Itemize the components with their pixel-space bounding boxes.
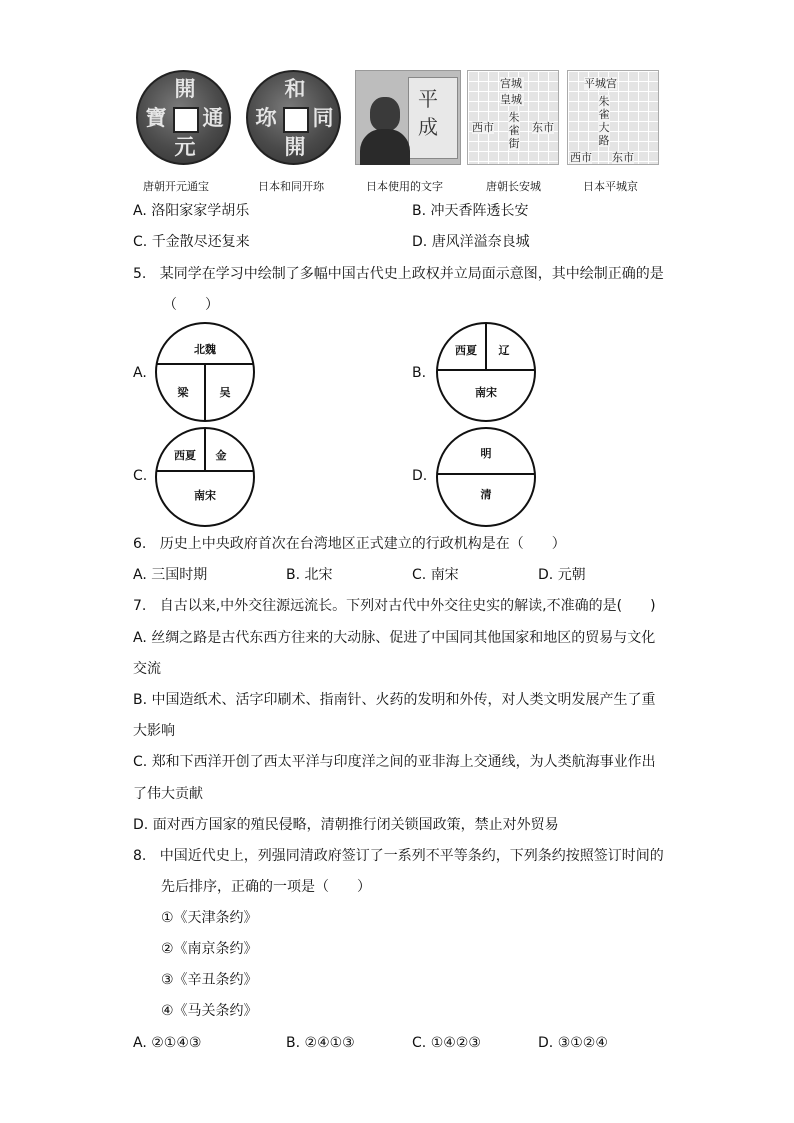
q6-option-a: A. 三国时期: [133, 567, 208, 583]
q7-option-b: B. 中国造纸术、活字印刷术、指南针、火药的发明和外传，对人类文明发展产生了重: [133, 692, 656, 708]
q7-option-c: C. 郑和下西洋开创了西太平洋与印度洋之间的亚非海上交通线，为人类航海事业作出: [133, 754, 656, 770]
q8-option-c: C. ①④②③: [412, 1035, 481, 1051]
coin-char: 元: [174, 134, 196, 159]
q8-item: ④《马关条约》: [161, 1003, 258, 1019]
q7-option-b-cont: 大影响: [133, 723, 175, 739]
q4-option-a: A. 洛阳家家学胡乐: [133, 203, 250, 219]
q7-stem: 7. 自古以来,中外交往源远流长。下列对古代中外交往史实的解读,不准确的是( ): [133, 598, 656, 614]
person-head: [370, 97, 400, 131]
coin-char: 同: [312, 105, 334, 130]
map-label: 东市: [612, 151, 634, 164]
regime-label: 辽: [498, 344, 510, 357]
heisei-photo: [355, 70, 461, 165]
q5-option-d-letter: D.: [412, 468, 428, 484]
image-caption: 唐朝长安城: [486, 180, 541, 193]
coin-char: 寶: [145, 105, 167, 130]
map-label: 西市: [570, 151, 592, 164]
regime-label: 明: [480, 447, 492, 460]
q5-option-c-letter: C.: [133, 468, 148, 484]
q5-option-b-diagram: [434, 320, 538, 424]
q8-stem: 8. 中国近代史上，列强同清政府签订了一系列不平等条约，下列条约按照签订时间的: [133, 848, 664, 864]
heisei-char: 成: [418, 115, 438, 139]
q5-stem-paren: （ ）: [163, 297, 219, 313]
coin-char: 珎: [255, 105, 277, 130]
coin-char: 和: [284, 76, 306, 101]
q7-option-a-cont: 交流: [133, 661, 161, 677]
map-label: 西市: [472, 121, 494, 134]
q4-option-b: B. 冲天香阵透长安: [412, 203, 529, 219]
map-label: 朱雀大路: [598, 95, 610, 147]
changan-map: [467, 70, 559, 165]
map-label: 宫城: [500, 77, 522, 90]
q5-option-a-letter: A.: [133, 365, 147, 381]
map-label: 皇城: [500, 93, 522, 106]
regime-label: 金: [215, 449, 227, 462]
q4-option-d: D. 唐风洋溢奈良城: [412, 234, 530, 250]
heisei-char: 平: [418, 87, 438, 111]
coin-wadokaichin-image: [246, 70, 341, 165]
person-body: [360, 129, 410, 165]
q5-option-c-diagram: [153, 425, 257, 529]
map-label: 朱雀街: [508, 111, 520, 150]
regime-label: 清: [480, 488, 492, 501]
q7-option-a: A. 丝绸之路是古代东西方往来的大动脉、促进了中国同其他国家和地区的贸易与文化: [133, 630, 656, 646]
map-label: 东市: [532, 121, 554, 134]
q6-stem: 6. 历史上中央政府首次在台湾地区正式建立的行政机构是在（ ）: [133, 536, 566, 552]
q5-option-a-diagram: [153, 320, 257, 424]
coin-char: 開: [284, 134, 306, 159]
q8-stem-cont: 先后排序，正确的一项是（ ）: [161, 879, 371, 895]
q6-option-b: B. 北宋: [286, 567, 333, 583]
q8-item: ①《天津条约》: [161, 910, 258, 926]
q8-option-b: B. ②④①③: [286, 1035, 355, 1051]
image-caption: 日本使用的文字: [366, 180, 443, 193]
image-caption: 唐朝开元通宝: [143, 180, 209, 193]
q8-option-a: A. ②①④③: [133, 1035, 202, 1051]
q7-option-d: D. 面对西方国家的殖民侵略，清朝推行闭关锁国政策，禁止对外贸易: [133, 817, 559, 833]
q8-item: ②《南京条约》: [161, 941, 258, 957]
q5-option-b-letter: B.: [412, 365, 427, 381]
regime-label: 北魏: [194, 343, 216, 356]
regime-label: 南宋: [475, 386, 497, 399]
image-caption: 日本平城京: [583, 180, 638, 193]
heijokyo-map: [567, 70, 659, 165]
coin-char: 開: [174, 76, 196, 101]
q4-option-c: C. 千金散尽还复来: [133, 234, 250, 250]
q6-option-c: C. 南宋: [412, 567, 459, 583]
regime-label: 西夏: [174, 449, 196, 462]
q7-option-c-cont: 了伟大贡献: [133, 786, 203, 802]
q8-item: ③《辛丑条约》: [161, 972, 258, 988]
image-caption: 日本和同开珎: [258, 180, 324, 193]
regime-label: 吴: [219, 386, 231, 399]
q8-option-d: D. ③①②④: [538, 1035, 608, 1051]
q6-option-d: D. 元朝: [538, 567, 586, 583]
map-label: 平城宫: [584, 77, 617, 90]
coin-kaiyuan-image: [136, 70, 231, 165]
regime-label: 梁: [177, 386, 189, 399]
q5-stem: 5. 某同学在学习中绘制了多幅中国古代史上政权并立局面示意图，其中绘制正确的是: [133, 266, 664, 282]
coin-char: 通: [202, 105, 224, 130]
q5-option-d-diagram: [434, 425, 538, 529]
regime-label: 南宋: [194, 489, 216, 502]
regime-label: 西夏: [455, 344, 477, 357]
